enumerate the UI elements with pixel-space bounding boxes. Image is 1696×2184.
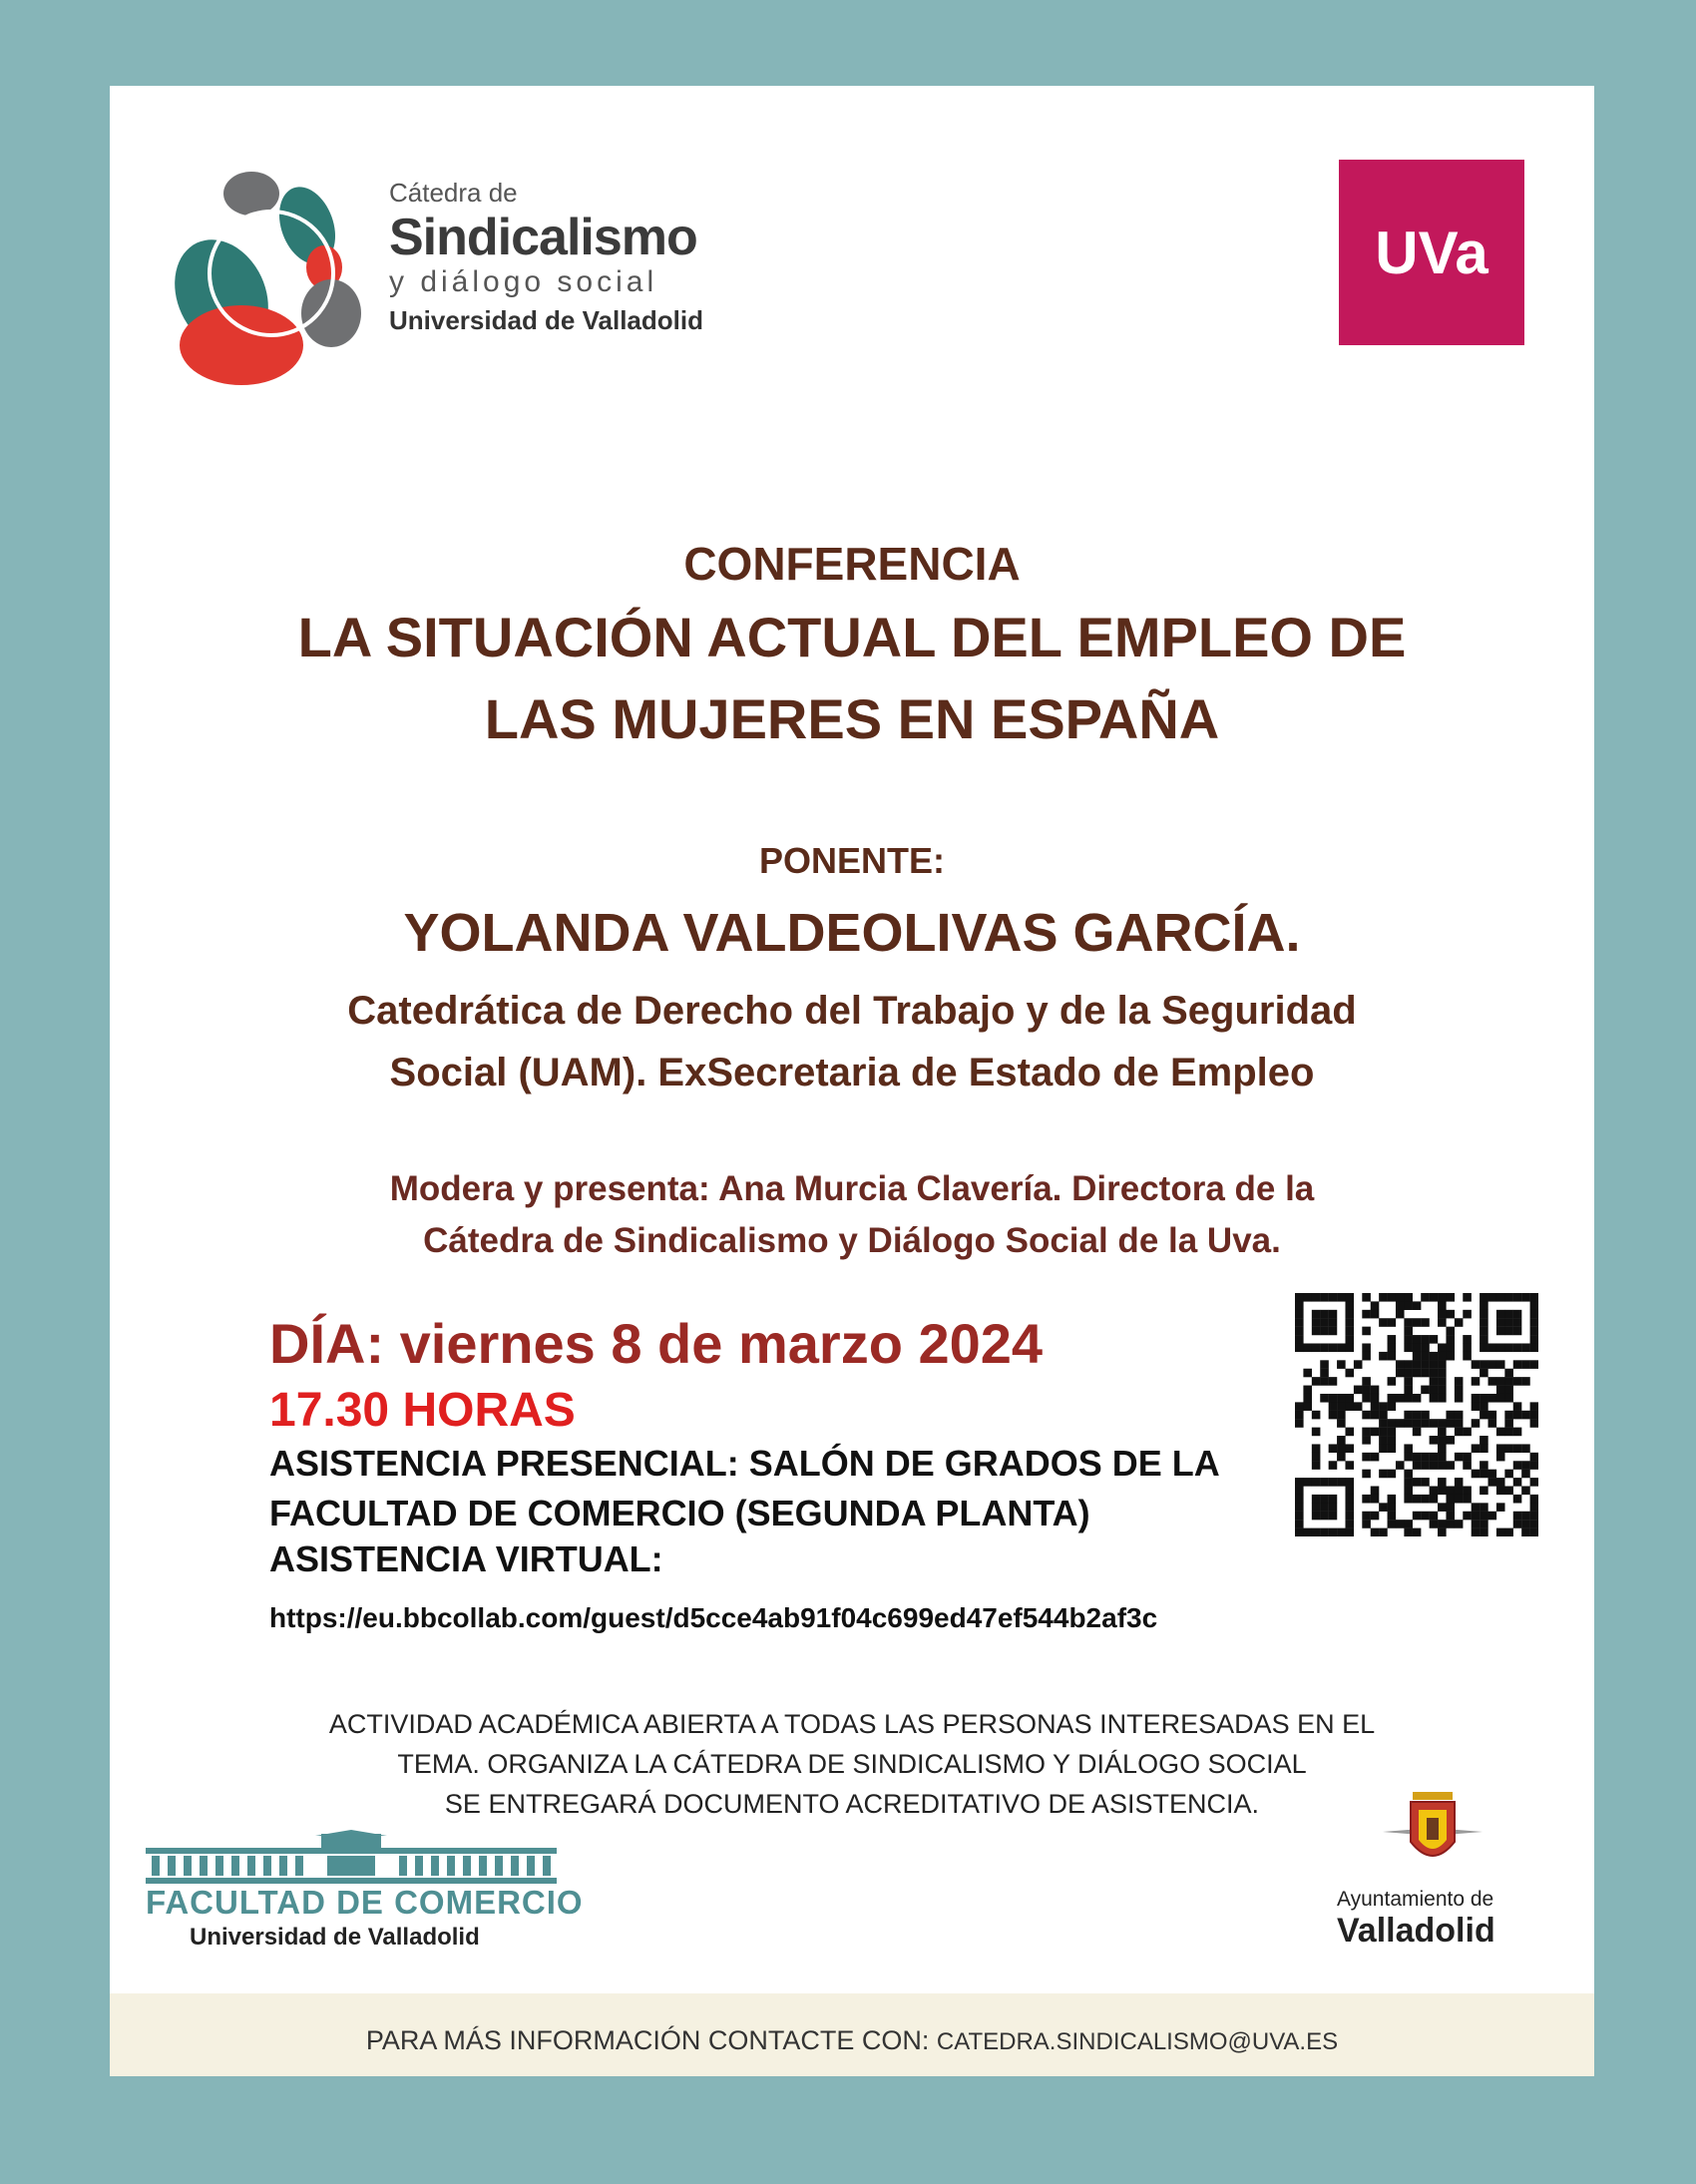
moderator-line1: Modera y presenta: Ana Murcia Clavería. Directora de la bbox=[389, 1169, 1315, 1208]
facultad-building-icon bbox=[146, 1830, 557, 1886]
speaker-name: YOLANDA VALDEOLIVAS GARCÍA. bbox=[403, 903, 1301, 963]
speaker-role bbox=[110, 980, 1594, 1103]
event-hours: 17.30 HORAS bbox=[269, 1384, 576, 1437]
event-title bbox=[110, 597, 1594, 760]
facultad-line2: Universidad de Valladolid bbox=[190, 1924, 480, 1951]
ayuntamiento-line2: Valladolid bbox=[1337, 1912, 1495, 1950]
valladolid-crest-icon bbox=[1383, 1782, 1483, 1882]
title-line2: LAS MUJERES EN ESPAÑA bbox=[484, 687, 1220, 750]
virtual-label: ASISTENCIA VIRTUAL: bbox=[269, 1538, 663, 1579]
qr-code-icon[interactable] bbox=[1295, 1293, 1538, 1536]
moderator-line2: Cátedra de Sindicalismo y Diálogo Social de la Uva. bbox=[423, 1221, 1281, 1260]
ayuntamiento-line1: Ayuntamiento de bbox=[1337, 1888, 1494, 1911]
note-line2: TEMA. ORGANIZA LA CÁTEDRA DE SINDICALISMO Y DIÁLOGO SOCIAL bbox=[397, 1749, 1307, 1779]
event-day: DÍA: viernes 8 de marzo 2024 bbox=[269, 1312, 1044, 1375]
catedra-line1: Cátedra de bbox=[389, 178, 518, 208]
contact-email-link[interactable]: CATEDRA.SINDICALISMO@UVA.ES bbox=[936, 2028, 1339, 2055]
catedra-line4: Universidad de Valladolid bbox=[389, 305, 703, 335]
note-line3: SE ENTREGARÁ DOCUMENTO ACREDITATIVO DE ASISTENCIA. bbox=[444, 1789, 1260, 1819]
moderator bbox=[110, 1163, 1594, 1267]
note-line1: ACTIVIDAD ACADÉMICA ABIERTA A TODAS LAS PERSONAS INTERESADAS EN EL bbox=[328, 1709, 1376, 1739]
title-line1: LA SITUACIÓN ACTUAL DEL EMPLEO DE bbox=[297, 606, 1407, 668]
venue-line2: FACULTAD DE COMERCIO (SEGUNDA PLANTA) bbox=[269, 1493, 1090, 1533]
event-venue bbox=[269, 1439, 1220, 1538]
catedra-line3: y diálogo social bbox=[389, 265, 658, 298]
footer-contact bbox=[110, 2025, 1594, 2056]
facultad-line1: FACULTAD DE COMERCIO bbox=[146, 1884, 584, 1921]
event-type: CONFERENCIA bbox=[683, 538, 1021, 590]
speaker-label: PONENTE: bbox=[758, 840, 945, 881]
virtual-url-link[interactable]: https://eu.bbcollab.com/guest/d5cce4ab91f04c699ed47ef544b2af3c bbox=[269, 1602, 1158, 1633]
activity-note bbox=[110, 1704, 1594, 1824]
catedra-line2: Sindicalismo bbox=[389, 209, 697, 266]
speaker-role-line1: Catedrática de Derecho del Trabajo y de la Seguridad bbox=[347, 989, 1357, 1033]
speaker-role-line2: Social (UAM). ExSecretaria de Estado de Empleo bbox=[389, 1051, 1315, 1094]
uva-logo: UVa bbox=[1339, 160, 1524, 345]
poster-sheet bbox=[110, 86, 1594, 2076]
venue-line1: ASISTENCIA PRESENCIAL: SALÓN DE GRADOS DE LA bbox=[269, 1443, 1220, 1484]
catedra-logo-icon bbox=[160, 156, 369, 385]
footer-prefix: PARA MÁS INFORMACIÓN CONTACTE CON: bbox=[365, 2025, 937, 2055]
